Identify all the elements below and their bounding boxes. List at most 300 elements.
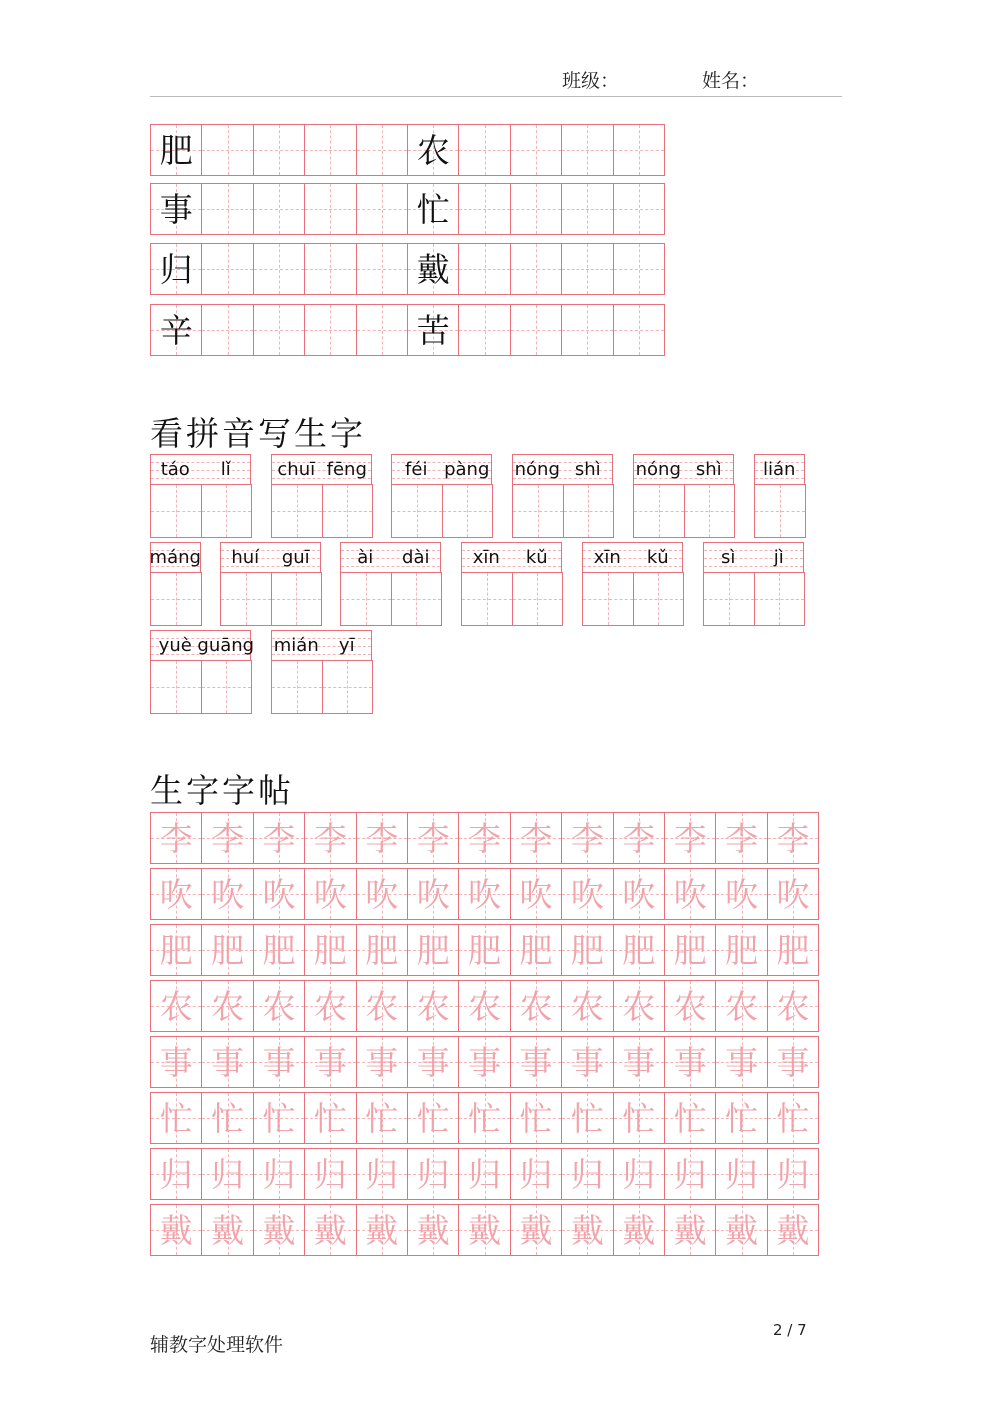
guide-line xyxy=(704,599,754,600)
pinyin-text: chuī xyxy=(277,458,316,480)
copybook-cell xyxy=(458,1092,510,1144)
trace-character: 吹 xyxy=(570,874,604,914)
practice-empty-cell xyxy=(253,243,305,295)
copybook-cell xyxy=(407,924,459,976)
copybook-cell xyxy=(201,868,253,920)
guide-line xyxy=(254,150,304,151)
answer-cell[interactable] xyxy=(271,484,323,538)
model-character: 事 xyxy=(159,189,193,229)
trace-character: 事 xyxy=(211,1042,245,1082)
copybook-cell xyxy=(561,812,613,864)
practice-empty-cell xyxy=(201,243,253,295)
guide-line xyxy=(583,599,633,600)
practice-empty-cell xyxy=(561,243,613,295)
guide-line xyxy=(614,209,664,210)
trace-character: 事 xyxy=(262,1042,296,1082)
trace-character: 戴 xyxy=(416,1210,450,1250)
model-character: 辛 xyxy=(159,310,193,350)
header-divider xyxy=(150,96,842,97)
guide-line xyxy=(202,209,252,210)
guide-line xyxy=(459,330,509,331)
copybook-cell xyxy=(356,1092,408,1144)
trace-character: 忙 xyxy=(519,1098,553,1138)
guide-line xyxy=(202,269,252,270)
answer-cell[interactable] xyxy=(633,572,685,626)
copybook-cell xyxy=(458,980,510,1032)
copybook-cell xyxy=(201,1036,253,1088)
guide-line xyxy=(614,330,664,331)
pinyin-text: máng xyxy=(149,546,201,568)
copybook-cell xyxy=(356,1204,408,1256)
guide-line xyxy=(511,269,561,270)
practice-character-cell xyxy=(150,304,202,356)
trace-character: 肥 xyxy=(159,930,193,970)
trace-character: 忙 xyxy=(622,1098,656,1138)
practice-empty-cell xyxy=(613,124,665,176)
copybook-cell xyxy=(715,1036,767,1088)
trace-character: 农 xyxy=(725,986,759,1026)
trace-character: 吹 xyxy=(468,874,502,914)
trace-character: 忙 xyxy=(416,1098,450,1138)
practice-empty-cell xyxy=(613,243,665,295)
guide-line xyxy=(755,511,805,512)
copybook-cell xyxy=(150,1148,202,1200)
trace-character: 归 xyxy=(211,1154,245,1194)
copybook-cell xyxy=(510,1204,562,1256)
copybook-cell xyxy=(150,924,202,976)
practice-empty-cell xyxy=(356,304,408,356)
copybook-cell xyxy=(304,1036,356,1088)
practice-empty-cell xyxy=(356,183,408,235)
copybook-cell xyxy=(407,812,459,864)
trace-character: 吹 xyxy=(159,874,193,914)
copybook-cell xyxy=(561,868,613,920)
copybook-cell xyxy=(561,1148,613,1200)
trace-character: 戴 xyxy=(570,1210,604,1250)
pinyin-text: yī xyxy=(338,634,355,656)
guide-line xyxy=(305,209,355,210)
guide-line xyxy=(202,511,252,512)
trace-character: 肥 xyxy=(468,930,502,970)
copybook-cell xyxy=(767,1092,819,1144)
copybook-cell xyxy=(715,980,767,1032)
guide-line xyxy=(459,209,509,210)
trace-character: 忙 xyxy=(776,1098,810,1138)
guide-line xyxy=(341,599,391,600)
trace-character: 李 xyxy=(776,818,810,858)
guide-line xyxy=(459,150,509,151)
answer-cell[interactable] xyxy=(150,484,202,538)
footer-software-name: 辅教字处理软件 xyxy=(150,1334,284,1356)
copybook-cell xyxy=(767,1204,819,1256)
trace-character: 肥 xyxy=(725,930,759,970)
model-character: 归 xyxy=(159,249,193,289)
trace-character: 戴 xyxy=(673,1210,707,1250)
copybook-cell xyxy=(458,924,510,976)
guide-line xyxy=(634,599,684,600)
copybook-cell xyxy=(510,924,562,976)
guide-line xyxy=(614,150,664,151)
trace-character: 农 xyxy=(365,986,399,1026)
pinyin-text: mián xyxy=(273,634,319,656)
copybook-cell xyxy=(253,924,305,976)
trace-character: 李 xyxy=(725,818,759,858)
trace-character: 事 xyxy=(159,1042,193,1082)
trace-character: 忙 xyxy=(211,1098,245,1138)
guide-line xyxy=(151,687,201,688)
copybook-cell xyxy=(613,924,665,976)
copybook-cell xyxy=(715,924,767,976)
trace-character: 事 xyxy=(776,1042,810,1082)
guide-line xyxy=(202,150,252,151)
copybook-cell xyxy=(613,1092,665,1144)
answer-cell[interactable] xyxy=(563,484,615,538)
copybook-cell xyxy=(510,812,562,864)
answer-cell[interactable] xyxy=(754,484,806,538)
guide-line xyxy=(272,687,322,688)
answer-cell[interactable] xyxy=(271,572,323,626)
guide-line xyxy=(272,511,322,512)
trace-character: 忙 xyxy=(468,1098,502,1138)
copybook-cell xyxy=(715,1204,767,1256)
trace-character: 归 xyxy=(570,1154,604,1194)
guide-line xyxy=(254,330,304,331)
trace-character: 农 xyxy=(262,986,296,1026)
copybook-cell xyxy=(613,812,665,864)
copybook-cell xyxy=(407,1092,459,1144)
trace-character: 肥 xyxy=(365,930,399,970)
guide-line xyxy=(254,269,304,270)
pinyin-text: huí xyxy=(231,546,260,568)
trace-character: 农 xyxy=(159,986,193,1026)
answer-cell[interactable] xyxy=(391,572,443,626)
pinyin-text: pàng xyxy=(444,458,490,480)
trace-character: 归 xyxy=(468,1154,502,1194)
pinyin-text: ài xyxy=(357,546,374,568)
trace-character: 忙 xyxy=(313,1098,347,1138)
copybook-cell xyxy=(356,980,408,1032)
copybook-cell xyxy=(561,1036,613,1088)
trace-character: 事 xyxy=(570,1042,604,1082)
trace-character: 归 xyxy=(725,1154,759,1194)
copybook-cell xyxy=(458,1148,510,1200)
practice-empty-cell xyxy=(356,243,408,295)
practice-character-cell xyxy=(150,124,202,176)
trace-character: 事 xyxy=(416,1042,450,1082)
trace-character: 归 xyxy=(365,1154,399,1194)
trace-character: 戴 xyxy=(776,1210,810,1250)
trace-character: 肥 xyxy=(776,930,810,970)
trace-character: 忙 xyxy=(262,1098,296,1138)
practice-empty-cell xyxy=(510,183,562,235)
guide-line xyxy=(202,687,252,688)
copybook-cell xyxy=(613,868,665,920)
answer-cell[interactable] xyxy=(582,572,634,626)
copybook-cell xyxy=(201,1204,253,1256)
practice-empty-cell xyxy=(561,304,613,356)
answer-cell[interactable] xyxy=(442,484,494,538)
trace-character: 农 xyxy=(468,986,502,1026)
copybook-cell xyxy=(613,1148,665,1200)
practice-empty-cell xyxy=(458,183,510,235)
copybook-cell xyxy=(407,868,459,920)
guide-line xyxy=(392,511,442,512)
guide-line xyxy=(513,511,563,512)
trace-character: 归 xyxy=(313,1154,347,1194)
guide-line xyxy=(151,599,201,600)
answer-cell[interactable] xyxy=(703,572,755,626)
copybook-cell xyxy=(664,924,716,976)
pinyin-text: kǔ xyxy=(646,546,669,568)
copybook-cell xyxy=(253,1036,305,1088)
guide-line xyxy=(221,599,271,600)
trace-character: 农 xyxy=(776,986,810,1026)
copybook-cell xyxy=(664,1148,716,1200)
guide-line xyxy=(462,599,512,600)
trace-character: 吹 xyxy=(519,874,553,914)
pinyin-text: táo xyxy=(160,458,190,480)
practice-character-cell xyxy=(150,183,202,235)
guide-line xyxy=(513,599,563,600)
pinyin-text: shì xyxy=(574,458,601,480)
trace-character: 农 xyxy=(211,986,245,1026)
pinyin-text: sì xyxy=(721,546,736,568)
pinyin-text: fēng xyxy=(326,458,367,480)
copybook-cell xyxy=(664,812,716,864)
trace-character: 戴 xyxy=(725,1210,759,1250)
trace-character: 事 xyxy=(468,1042,502,1082)
copybook-cell xyxy=(561,1092,613,1144)
copybook-cell xyxy=(150,1092,202,1144)
pinyin-text: xīn xyxy=(593,546,621,568)
trace-character: 李 xyxy=(416,818,450,858)
practice-empty-cell xyxy=(201,124,253,176)
trace-character: 李 xyxy=(211,818,245,858)
answer-cell[interactable] xyxy=(340,572,392,626)
practice-empty-cell xyxy=(561,124,613,176)
copybook-cell xyxy=(407,980,459,1032)
copybook-cell xyxy=(356,868,408,920)
class-label: 班级： xyxy=(562,70,620,92)
trace-character: 戴 xyxy=(262,1210,296,1250)
copybook-cell xyxy=(304,1204,356,1256)
copybook-cell xyxy=(201,812,253,864)
copybook-cell xyxy=(510,1092,562,1144)
trace-character: 李 xyxy=(519,818,553,858)
copybook-cell xyxy=(767,1148,819,1200)
trace-character: 农 xyxy=(570,986,604,1026)
answer-cell[interactable] xyxy=(322,660,374,714)
pinyin-text: nóng xyxy=(514,458,560,480)
copybook-cell xyxy=(613,1204,665,1256)
practice-empty-cell xyxy=(613,304,665,356)
copybook-cell xyxy=(356,1036,408,1088)
trace-character: 李 xyxy=(313,818,347,858)
trace-character: 李 xyxy=(673,818,707,858)
guide-line xyxy=(305,269,355,270)
model-character: 戴 xyxy=(416,249,450,289)
trace-character: 吹 xyxy=(262,874,296,914)
answer-cell[interactable] xyxy=(201,660,253,714)
guide-line xyxy=(634,511,684,512)
copybook-cell xyxy=(150,980,202,1032)
copybook-cell xyxy=(150,868,202,920)
guide-line xyxy=(151,511,201,512)
trace-character: 肥 xyxy=(313,930,347,970)
trace-character: 归 xyxy=(262,1154,296,1194)
trace-character: 吹 xyxy=(365,874,399,914)
guide-line xyxy=(511,209,561,210)
practice-empty-cell xyxy=(253,304,305,356)
answer-cell[interactable] xyxy=(754,572,806,626)
pinyin-text: lǐ xyxy=(220,458,231,480)
copybook-cell xyxy=(150,1036,202,1088)
practice-empty-cell xyxy=(253,183,305,235)
guide-line xyxy=(511,150,561,151)
practice-empty-cell xyxy=(613,183,665,235)
trace-character: 农 xyxy=(416,986,450,1026)
practice-character-cell xyxy=(407,304,459,356)
copybook-cell xyxy=(715,868,767,920)
copybook-cell xyxy=(458,868,510,920)
trace-character: 农 xyxy=(313,986,347,1026)
model-character: 苦 xyxy=(416,310,450,350)
guide-line xyxy=(562,269,612,270)
trace-character: 戴 xyxy=(519,1210,553,1250)
copybook-cell xyxy=(767,812,819,864)
practice-character-cell xyxy=(407,183,459,235)
guide-line xyxy=(562,150,612,151)
answer-cell[interactable] xyxy=(684,484,736,538)
copybook-cell xyxy=(613,1036,665,1088)
copybook-cell xyxy=(304,1092,356,1144)
copybook-cell xyxy=(201,924,253,976)
practice-empty-cell xyxy=(458,304,510,356)
guide-line xyxy=(685,511,735,512)
trace-character: 事 xyxy=(673,1042,707,1082)
trace-character: 戴 xyxy=(622,1210,656,1250)
trace-character: 忙 xyxy=(570,1098,604,1138)
model-character: 忙 xyxy=(416,189,450,229)
guide-line xyxy=(323,511,373,512)
answer-cell[interactable] xyxy=(512,572,564,626)
copybook-cell xyxy=(664,1092,716,1144)
guide-line xyxy=(562,330,612,331)
pinyin-text: guī xyxy=(281,546,310,568)
pinyin-text: jì xyxy=(773,546,784,568)
trace-character: 肥 xyxy=(570,930,604,970)
trace-character: 事 xyxy=(519,1042,553,1082)
copybook-cell xyxy=(253,1148,305,1200)
copybook-cell xyxy=(561,1204,613,1256)
trace-character: 事 xyxy=(313,1042,347,1082)
answer-cell[interactable] xyxy=(150,660,202,714)
answer-cell[interactable] xyxy=(201,484,253,538)
practice-empty-cell xyxy=(458,243,510,295)
trace-character: 忙 xyxy=(159,1098,193,1138)
copybook-cell xyxy=(767,924,819,976)
trace-character: 戴 xyxy=(159,1210,193,1250)
guide-line xyxy=(511,330,561,331)
practice-empty-cell xyxy=(304,183,356,235)
copybook-cell xyxy=(664,980,716,1032)
guide-line xyxy=(272,599,322,600)
answer-cell[interactable] xyxy=(461,572,513,626)
trace-character: 李 xyxy=(365,818,399,858)
copybook-cell xyxy=(304,812,356,864)
page-number: 2 / 7 xyxy=(773,1321,807,1339)
copybook-cell xyxy=(715,812,767,864)
trace-character: 肥 xyxy=(416,930,450,970)
trace-character: 忙 xyxy=(725,1098,759,1138)
copybook-cell xyxy=(767,980,819,1032)
trace-character: 李 xyxy=(159,818,193,858)
guide-line xyxy=(323,687,373,688)
practice-empty-cell xyxy=(510,124,562,176)
trace-character: 归 xyxy=(159,1154,193,1194)
pinyin-text: dài xyxy=(402,546,430,568)
pinyin-text: guāng xyxy=(197,634,255,656)
trace-character: 归 xyxy=(776,1154,810,1194)
copybook-cell xyxy=(407,1148,459,1200)
guide-line xyxy=(564,511,614,512)
copybook-cell xyxy=(253,1204,305,1256)
practice-character-cell xyxy=(407,124,459,176)
answer-cell[interactable] xyxy=(322,484,374,538)
copybook-cell xyxy=(201,1148,253,1200)
practice-character-cell xyxy=(407,243,459,295)
trace-character: 归 xyxy=(519,1154,553,1194)
copybook-cell xyxy=(664,1036,716,1088)
copybook-cell xyxy=(715,1148,767,1200)
trace-character: 吹 xyxy=(725,874,759,914)
answer-cell[interactable] xyxy=(271,660,323,714)
practice-empty-cell xyxy=(201,183,253,235)
copybook-cell xyxy=(510,1148,562,1200)
answer-cell[interactable] xyxy=(220,572,272,626)
practice-empty-cell xyxy=(201,304,253,356)
practice-empty-cell xyxy=(458,124,510,176)
name-label: 姓名： xyxy=(702,70,760,92)
answer-cell[interactable] xyxy=(512,484,564,538)
guide-line xyxy=(459,269,509,270)
copybook-cell xyxy=(304,868,356,920)
trace-character: 归 xyxy=(416,1154,450,1194)
trace-character: 戴 xyxy=(365,1210,399,1250)
guide-line xyxy=(305,330,355,331)
copybook-cell xyxy=(356,924,408,976)
guide-line xyxy=(755,599,805,600)
copybook-cell xyxy=(407,1204,459,1256)
answer-cell[interactable] xyxy=(633,484,685,538)
guide-line xyxy=(392,599,442,600)
copybook-cell xyxy=(150,1204,202,1256)
trace-character: 事 xyxy=(725,1042,759,1082)
copybook-cell xyxy=(253,1092,305,1144)
trace-character: 李 xyxy=(262,818,296,858)
guide-line xyxy=(357,330,407,331)
trace-character: 事 xyxy=(365,1042,399,1082)
trace-character: 吹 xyxy=(673,874,707,914)
model-character: 肥 xyxy=(159,130,193,170)
answer-cell[interactable] xyxy=(391,484,443,538)
trace-character: 事 xyxy=(622,1042,656,1082)
copybook-cell xyxy=(664,868,716,920)
guide-line xyxy=(254,209,304,210)
pinyin-text: féi xyxy=(405,458,428,480)
answer-cell[interactable] xyxy=(150,572,202,626)
copybook-cell xyxy=(561,980,613,1032)
